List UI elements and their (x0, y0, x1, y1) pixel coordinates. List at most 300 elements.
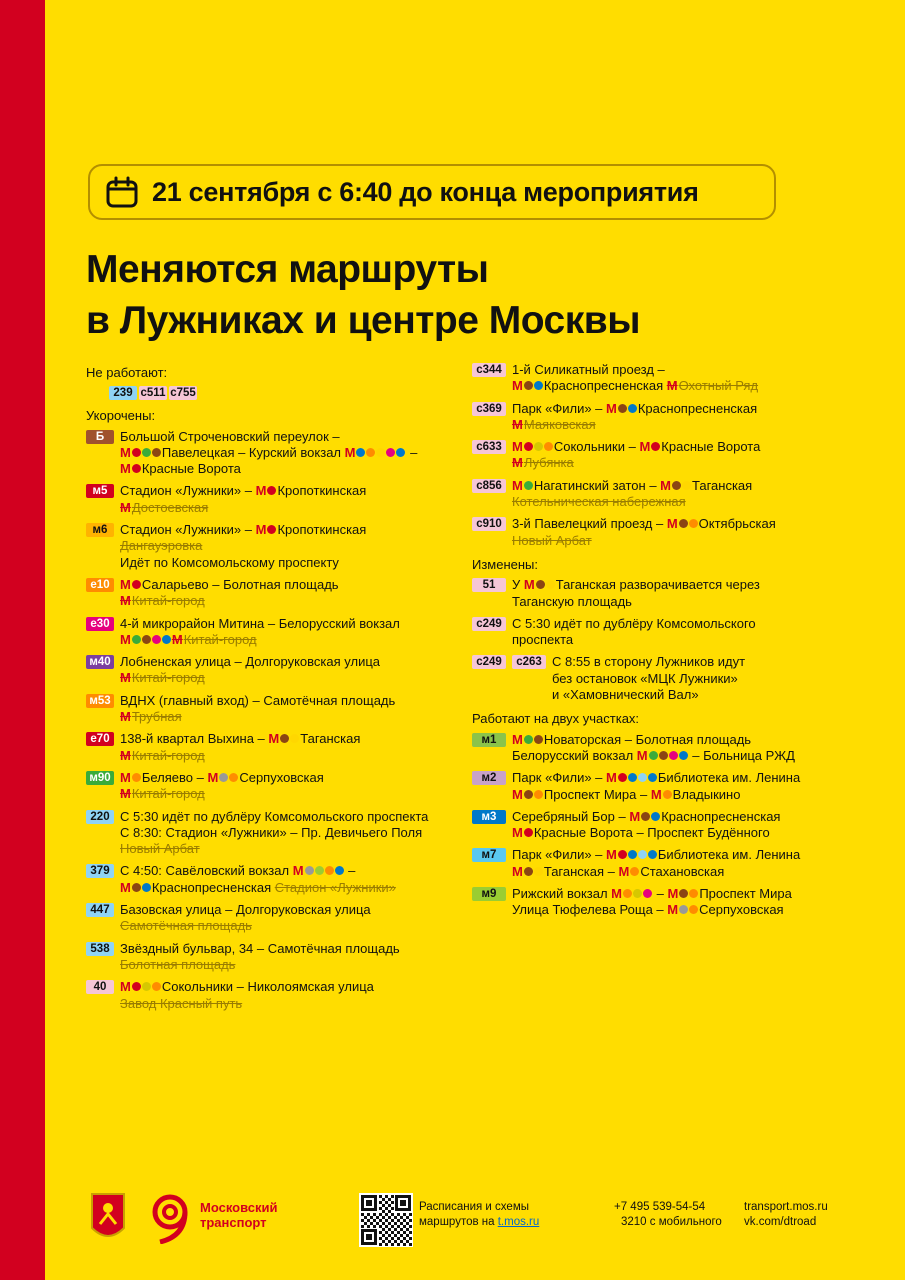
route-line (512, 478, 872, 494)
route-text: Таганскую площадь (512, 593, 632, 609)
metro-icon: М (512, 825, 523, 841)
cancelled-stop: Китай-город (131, 670, 205, 686)
route-item (86, 483, 478, 516)
metro-icon: М (171, 631, 183, 647)
metro-line-dot (689, 519, 698, 528)
metro-lines (524, 577, 556, 593)
metro-lines (512, 787, 544, 803)
metro-icon: М (629, 808, 641, 824)
metro-lines (639, 439, 661, 455)
route-text: Сокольники – Николоямская улица (161, 979, 374, 995)
brand-name-line-1: Московский (200, 1200, 278, 1215)
route-line (120, 786, 478, 802)
section-heading-changed: Изменены: (472, 556, 539, 572)
route-text: Стадион «Лужники» – (120, 522, 256, 538)
route-text: Серебряный Бор – (512, 808, 630, 824)
metro-line-dot (663, 790, 672, 799)
route-line (120, 918, 478, 934)
metro-icon: М (650, 786, 662, 802)
route-number-badge: с249 (472, 655, 506, 669)
route-line (512, 417, 872, 433)
metro-icon: М (120, 670, 131, 686)
route-line (120, 731, 478, 747)
route-number-badge: м3 (472, 810, 506, 824)
metro-line-dot (396, 448, 405, 457)
cancelled-stop: Китай-город (183, 631, 257, 647)
metro-line-dot (386, 448, 395, 457)
section-heading-shortened: Укорочены: (86, 408, 156, 424)
metro-icon: М (120, 631, 131, 647)
route-number-badge: с344 (472, 363, 506, 377)
metro-icon: М (512, 439, 523, 455)
route-line (552, 654, 872, 670)
route-text: Белорусский вокзал (512, 747, 637, 763)
metro-line-dot (152, 448, 161, 457)
metro-line-dot (524, 735, 533, 744)
metro-lines (667, 516, 699, 532)
metro-icon: М (523, 577, 535, 593)
route-line (512, 825, 872, 841)
route-description (120, 770, 478, 803)
route-item (86, 902, 478, 935)
route-number-badge: м6 (86, 523, 114, 537)
route-text: Рижский вокзал (512, 886, 612, 902)
route-line (120, 863, 478, 879)
route-line (120, 555, 478, 571)
cancelled-stop: Дангауэровка (120, 538, 203, 554)
route-item (472, 770, 872, 803)
route-number-badge: м2 (472, 771, 506, 785)
metro-line-dot (305, 866, 314, 875)
route-description (120, 654, 478, 687)
cancelled-stop: Новый Арбат (512, 532, 592, 548)
section-heading-two-parts: Работают на двух участках: (472, 711, 640, 727)
metro-icon: М (512, 416, 523, 432)
metro-line-dot (679, 751, 688, 760)
qr-code-icon[interactable] (359, 1193, 413, 1247)
metro-line-dot (267, 486, 276, 495)
metro-icon: М (639, 439, 651, 455)
route-line (120, 461, 478, 477)
metro-icon: М (120, 461, 131, 477)
date-banner (88, 164, 776, 220)
metro-lines (606, 401, 638, 417)
metro-icon: М (618, 863, 630, 879)
route-number-badge: м90 (86, 771, 114, 785)
route-line (120, 809, 478, 825)
route-description (512, 770, 872, 803)
metro-icon: М (606, 847, 617, 863)
moscow-coat-of-arms-icon (90, 1192, 126, 1244)
cancelled-stop: Новый Арбат (120, 841, 200, 857)
metro-line-dot (132, 773, 141, 782)
route-text: – Больница РЖД (688, 747, 795, 763)
route-line (120, 996, 478, 1012)
metro-icon: М (611, 886, 623, 902)
metro-line-dot (524, 867, 533, 876)
route-line (512, 577, 872, 593)
route-item (472, 732, 872, 765)
route-text: Базовская улица – Долгоруковская улица (120, 902, 371, 918)
metro-line-dot (546, 580, 555, 589)
route-number-badge: м40 (86, 655, 114, 669)
route-text: – (406, 444, 418, 460)
metro-lines (120, 577, 142, 593)
metro-line-dot (290, 734, 299, 743)
metro-icon: М (268, 731, 280, 747)
route-text: Большой Строченовский переулок – (120, 428, 340, 444)
route-description (120, 863, 478, 896)
title-line-2: в Лужниках и центре Москвы (86, 299, 641, 342)
route-item (86, 522, 478, 571)
metro-line-dot (132, 883, 141, 892)
route-line (512, 902, 872, 918)
metro-icon: М (606, 400, 617, 416)
metro-icon: М (255, 483, 267, 499)
metro-icon: М (512, 863, 523, 879)
route-description (120, 616, 478, 649)
metro-lines (120, 445, 162, 461)
route-line (512, 809, 872, 825)
route-item (472, 516, 872, 549)
route-line (120, 693, 478, 709)
route-item (86, 693, 478, 726)
route-text: Павелецкая – Курский вокзал (161, 444, 345, 460)
route-description (512, 732, 872, 765)
metro-line-dot (638, 850, 647, 859)
route-text: 138-й квартал Выхина – (120, 731, 269, 747)
metro-line-dot (628, 773, 637, 782)
metro-icon: М (666, 516, 678, 532)
route-line (120, 770, 478, 786)
route-description (120, 577, 478, 610)
metro-line-dot (534, 735, 543, 744)
route-description (512, 886, 872, 919)
metro-line-dot (132, 982, 141, 991)
route-text: С 8:55 в сторону Лужников идут (552, 654, 746, 670)
right-column (472, 362, 872, 925)
route-line (120, 632, 478, 648)
metro-line-dot (152, 982, 161, 991)
title-line-1: Меняются маршруты (86, 248, 489, 291)
metro-lines (120, 632, 172, 648)
route-line (512, 516, 872, 532)
metro-icon: М (120, 709, 131, 725)
cancelled-stop: Китай-город (131, 593, 205, 609)
route-line (512, 455, 872, 471)
metro-lines (293, 863, 345, 879)
metro-lines (637, 748, 689, 764)
route-text: – (653, 886, 668, 902)
route-item (472, 616, 872, 649)
metro-icon: М (120, 747, 131, 763)
route-item (86, 809, 478, 858)
route-description (512, 577, 872, 610)
metro-icon: М (120, 593, 131, 609)
calendar-icon (106, 176, 138, 208)
route-line (120, 616, 478, 632)
metro-line-dot (649, 751, 658, 760)
route-text: Стахановская (640, 863, 725, 879)
metro-icon: М (207, 769, 219, 785)
route-number-badge: 40 (86, 980, 114, 994)
route-text: Таганская (692, 477, 753, 493)
route-description (120, 941, 478, 974)
metro-icon: М (606, 770, 617, 786)
route-description (512, 809, 872, 842)
cancelled-stop: Трубная (131, 709, 182, 725)
cancelled-stop: Китай-город (131, 786, 205, 802)
route-number-badge: с633 (472, 440, 506, 454)
metro-icon: М (120, 499, 131, 515)
route-text: Сокольники – (553, 439, 640, 455)
brand-name-line-2: транспорт (200, 1215, 267, 1230)
route-number-badge: м53 (86, 694, 114, 708)
metro-line-dot (524, 828, 533, 837)
route-number-badge: м7 (472, 848, 506, 862)
route-line (120, 748, 478, 764)
phone-line-2: 3210 с мобильного (621, 1216, 722, 1228)
route-text: Улица Тюфелева Роща – (512, 902, 668, 918)
route-text: Саларьево – Болотная площадь (141, 576, 339, 592)
metro-line-dot (132, 464, 141, 473)
route-item (472, 362, 872, 395)
route-text: Библиотека им. Ленина (657, 770, 801, 786)
metro-line-dot (618, 404, 627, 413)
metro-line-dot (335, 866, 344, 875)
route-description (512, 847, 872, 880)
metro-line-dot (280, 734, 289, 743)
route-text: С 5:30 идёт по дублёру Комсомольского проспекта (120, 808, 429, 824)
metro-lines (512, 864, 544, 880)
metro-icon: М (344, 444, 356, 460)
route-text: Парк «Фили» – (512, 770, 607, 786)
route-line (120, 445, 478, 461)
route-item (472, 577, 872, 610)
metro-icon: М (512, 477, 523, 493)
route-text: Кропоткинская (277, 522, 367, 538)
metro-line-dot (630, 867, 639, 876)
cancelled-stop: Маяковская (523, 416, 596, 432)
route-line (512, 632, 872, 648)
metro-icon: М (512, 731, 523, 747)
metro-line-dot (315, 866, 324, 875)
route-item (472, 847, 872, 880)
route-number-badge: с369 (472, 402, 506, 416)
route-line (120, 429, 478, 445)
route-number-badge: м1 (472, 733, 506, 747)
route-number-badge: 538 (86, 942, 114, 956)
metro-line-dot (682, 481, 691, 490)
route-line (512, 787, 872, 803)
metro-line-dot (659, 751, 668, 760)
route-line (120, 841, 478, 857)
route-text: Кропоткинская (277, 483, 367, 499)
section-heading-not-working: Не работают: (86, 365, 168, 380)
metro-line-dot (524, 442, 533, 451)
metro-lines (667, 902, 699, 918)
route-text: Новаторская – Болотная площадь (543, 731, 752, 747)
route-line (512, 594, 872, 610)
route-number-badge: 447 (86, 903, 114, 917)
route-number-badge: с910 (472, 517, 506, 531)
metro-lines (120, 880, 152, 896)
metro-line-dot (524, 481, 533, 490)
shortened-routes-list-continued (472, 362, 872, 549)
metro-icon: М (660, 477, 671, 493)
route-item (86, 863, 478, 896)
metro-lines (256, 522, 278, 538)
route-description (120, 809, 478, 858)
route-text: Парк «Фили» – (512, 847, 607, 863)
metro-line-dot (534, 381, 543, 390)
metro-line-dot (366, 448, 375, 457)
route-item (86, 731, 478, 764)
metro-lines (512, 825, 534, 841)
metro-line-dot (142, 635, 151, 644)
route-text: Стадион «Лужники» – (120, 483, 256, 499)
metro-line-dot (132, 635, 141, 644)
route-description (512, 478, 872, 511)
vk-link[interactable]: vk.com/dtroad (744, 1216, 817, 1228)
metro-line-dot (628, 404, 637, 413)
metro-line-dot (152, 635, 161, 644)
metro-line-dot (638, 773, 647, 782)
metro-line-dot (679, 905, 688, 914)
route-line (552, 687, 872, 703)
metro-lines (120, 461, 142, 477)
route-text: и «Хамовнический Вал» (552, 687, 699, 703)
route-line (512, 378, 872, 394)
metro-line-dot (534, 790, 543, 799)
route-description (512, 516, 872, 549)
route-text: Краснопресненская (543, 378, 667, 394)
route-text: проспекта (512, 632, 574, 648)
metro-line-dot (536, 580, 545, 589)
metro-line-dot (643, 889, 652, 898)
route-text: Краснопресненская (151, 879, 275, 895)
route-item (86, 577, 478, 610)
metro-line-dot (229, 773, 238, 782)
metro-lines (268, 731, 300, 747)
route-number-badge: 51 (472, 578, 506, 592)
route-line (512, 494, 872, 510)
route-line (120, 825, 478, 841)
route-description (120, 429, 478, 478)
route-line (120, 538, 478, 554)
route-number-badge: с263 (512, 655, 546, 669)
metro-icon: М (667, 902, 679, 918)
website-link[interactable]: transport.mos.ru (744, 1201, 828, 1213)
metro-line-dot (672, 481, 681, 490)
footer (86, 1188, 886, 1248)
metro-lines (606, 770, 658, 786)
route-text: Красные Ворота – Проспект Будённого (533, 825, 770, 841)
route-number-badge: е10 (86, 578, 114, 592)
route-number-badge: м9 (472, 887, 506, 901)
route-text: Красные Ворота (661, 439, 761, 455)
metro-icon: М (120, 769, 131, 785)
route-line (512, 732, 872, 748)
metro-icon: М (636, 747, 648, 763)
metro-line-dot (267, 525, 276, 534)
route-line (120, 500, 478, 516)
route-item (472, 401, 872, 434)
not-working-routes (109, 385, 478, 400)
route-text: без остановок «МЦК Лужники» (552, 670, 738, 686)
route-description (120, 731, 478, 764)
route-item (472, 654, 872, 703)
metro-line-dot (651, 812, 660, 821)
route-item (472, 478, 872, 511)
metro-line-dot (628, 850, 637, 859)
cancelled-stop: Завод Красный путь (120, 995, 243, 1011)
route-text: Октябрьская (698, 516, 776, 532)
route-line (120, 902, 478, 918)
metro-icon: М (120, 444, 131, 460)
metro-lines (629, 809, 661, 825)
phone-line-1: +7 495 539-54-54 (614, 1201, 706, 1213)
route-line (120, 483, 478, 499)
route-description (512, 439, 872, 472)
route-description (552, 654, 872, 703)
route-text: С 4:50: Савёловский вокзал (120, 863, 293, 879)
metro-line-dot (689, 905, 698, 914)
metro-line-dot (534, 867, 543, 876)
route-line (512, 533, 872, 549)
metro-lines (512, 378, 544, 394)
cancelled-stop: Лубянка (523, 455, 574, 471)
route-text: Таганская – (543, 863, 619, 879)
route-number-badge: 239 (109, 386, 137, 400)
cancelled-stop: Котельническая набережная (512, 494, 686, 510)
route-text: Таганская (300, 731, 361, 747)
route-description (120, 979, 478, 1012)
schedule-text-line-2 (419, 1215, 539, 1230)
metro-line-dot (679, 889, 688, 898)
metro-icon: М (667, 886, 679, 902)
metro-line-dot (376, 448, 385, 457)
cancelled-stop: Достоевская (131, 499, 209, 515)
route-line (120, 957, 478, 973)
route-number-badge: с249 (472, 617, 506, 631)
metro-line-dot (641, 812, 650, 821)
route-line (120, 577, 478, 593)
route-text: Нагатинский затон – (533, 477, 661, 493)
route-item (86, 616, 478, 649)
route-number-badge: с856 (472, 479, 506, 493)
route-text: Библиотека им. Ленина (657, 847, 801, 863)
route-description (120, 693, 478, 726)
route-text: 3-й Павелецкий проезд – (512, 516, 667, 532)
metro-line-dot (544, 442, 553, 451)
route-item (472, 809, 872, 842)
two-part-routes-list (472, 732, 872, 919)
metro-lines (512, 478, 534, 494)
route-text: Краснопресненская (661, 808, 781, 824)
metro-line-dot (162, 635, 171, 644)
metro-icon: М (666, 378, 678, 394)
left-column (86, 365, 478, 1018)
cancelled-stop: Китай-город (131, 747, 205, 763)
schedule-link[interactable]: t.mos.ru (497, 1216, 540, 1228)
metro-line-dot (648, 773, 657, 782)
route-number-badge: 220 (86, 810, 114, 824)
cancelled-stop: Самотёчная площадь (120, 918, 252, 934)
route-text: ВДНХ (главный вход) – Самотёчная площадь (120, 692, 396, 708)
metro-line-dot (132, 448, 141, 457)
route-line (512, 439, 872, 455)
